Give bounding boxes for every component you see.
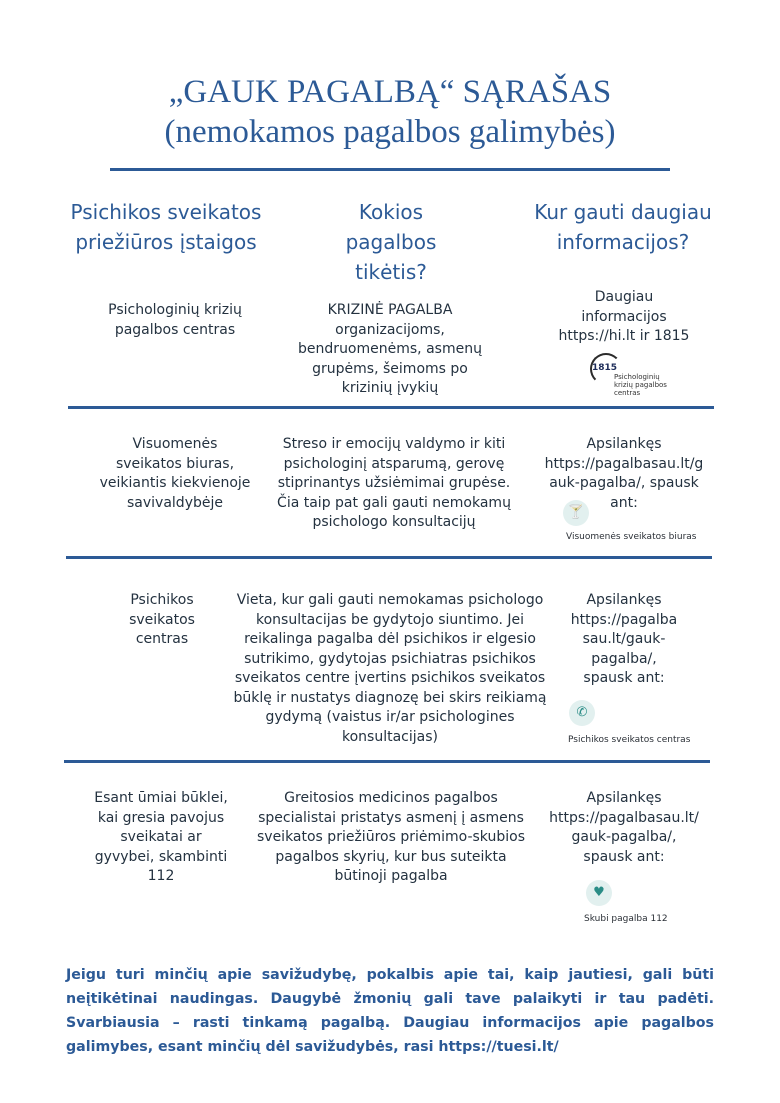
row-4-help — [248, 789, 534, 887]
text-line: Esant ūmiai būklei, — [94, 790, 228, 806]
row-1-info — [540, 288, 708, 347]
text-line: veikiantis kiekvienoje — [99, 475, 251, 491]
document-title — [0, 72, 780, 152]
column-header-line: Kur gauti daugiau — [534, 200, 712, 224]
text-line: stiprinantys užsiėmimai grupėse. — [277, 475, 511, 491]
row-2-info — [530, 435, 718, 513]
link-text[interactable]: https://pagalba — [570, 611, 678, 628]
text-line: savivaldybėje — [127, 494, 223, 511]
column-header-line: Kokios — [358, 200, 424, 224]
title-line-2: (nemokamos pagalbos galimybės) — [164, 114, 616, 150]
text-line: sutrikimo, gydytojas psichiatras psichikos — [244, 650, 536, 667]
title-line-1: „GAUK PAGALBĄ“ SĄRAŠAS — [168, 74, 612, 110]
link-text[interactable]: gauk-pagalba/, — [571, 829, 677, 845]
text-line: sveikatos priežiūros priėmimo-skubios — [256, 829, 525, 845]
text-line: reikalinga pagalba dėl psichikos ir elgesio — [244, 631, 536, 647]
text-line: psichologo konsultacijų — [312, 514, 476, 530]
text-line: Apsilankęs — [586, 790, 662, 806]
emergency-button-label[interactable]: Skubi pagalba 112 — [584, 914, 668, 924]
link-text[interactable]: pagalba/, — [591, 650, 657, 667]
text-line: informacijos — [581, 308, 667, 325]
column-header-line: Psichikos sveikatos — [70, 200, 262, 224]
row-3-info — [556, 591, 692, 689]
link-text[interactable]: sau.lt/gauk- — [582, 631, 666, 647]
text-line: Psichologinių — [614, 373, 660, 381]
text-line: pagalbos centras — [114, 321, 236, 338]
text-line: Daugiau — [594, 289, 654, 305]
text-line: konsultacijas) — [342, 728, 438, 745]
phone-icon[interactable]: ✆ — [569, 700, 595, 726]
health-bureau-button-label[interactable]: Visuomenės sveikatos biuras — [566, 532, 697, 542]
logo-number: 1815 — [592, 363, 618, 373]
text-line: centras — [614, 389, 641, 397]
row-divider — [64, 760, 710, 763]
text-line: konsultacijas be gydytojo siuntimo. Jei — [255, 611, 525, 628]
text-line: gyvybei, skambinti — [94, 848, 228, 865]
text-line: 112 — [147, 868, 175, 884]
text-line: pagalbos skyrių, kur bus suteikta — [275, 848, 507, 865]
text-line: Vieta, kur gali gauti nemokamas psichologo — [236, 592, 544, 608]
link-text[interactable]: https://pagalbasau.lt/ — [549, 809, 699, 826]
text-line: gydymą (vaistus ir/ar psichologines — [265, 709, 515, 725]
text-line: krizinių įvykių — [341, 380, 439, 396]
text-line: krizių pagalbos — [614, 381, 667, 389]
row-4-info — [536, 789, 712, 867]
crisis-center-logo-label — [614, 373, 684, 397]
text-line: grupėms, šeimoms po — [312, 360, 468, 377]
text-line: organizacijoms, — [335, 321, 445, 338]
text-line: Visuomenės — [132, 436, 218, 452]
row-2-help — [262, 435, 526, 533]
text-line: KRIZINĖ PAGALBA — [327, 302, 453, 318]
text-line: būklę ir nustatys diagnozę bei skirs reikiamą — [233, 689, 547, 706]
row-divider — [68, 406, 714, 409]
text-line: Greitosios medicinos pagalbos — [284, 790, 498, 806]
link-text[interactable]: auk-pagalba/, spausk — [549, 475, 699, 491]
row-2-institution — [70, 435, 280, 513]
text-line: Streso ir emocijų valdymo ir kiti — [282, 436, 506, 452]
text-line: sveikatai ar — [120, 829, 202, 845]
text-line: spausk ant: — [583, 670, 665, 686]
column-header-line: tikėtis? — [355, 260, 427, 284]
text-line: Psichikos — [130, 592, 194, 608]
text-line: sveikatos biuras, — [115, 455, 235, 472]
text-line: būtinoji pagalba — [334, 868, 448, 884]
row-1-help — [280, 301, 500, 399]
text-line: Apsilankęs — [586, 592, 662, 608]
column-header-info — [505, 197, 741, 257]
row-3-help — [226, 591, 554, 747]
row-1-institution — [70, 301, 280, 340]
row-divider — [66, 556, 712, 559]
column-header-line: pagalbos — [345, 230, 437, 254]
text-line: Psichologinių krizių — [108, 302, 242, 318]
title-divider — [110, 168, 670, 171]
column-header-line: priežiūros įstaigos — [75, 230, 257, 254]
text-line: psichologinį atsparumą, gerovę — [283, 455, 505, 472]
row-4-institution — [80, 789, 242, 887]
row-3-institution — [100, 591, 224, 650]
heart-pulse-icon[interactable]: ♥ — [586, 880, 612, 906]
column-header-help — [318, 197, 464, 287]
text-line: bendruomenėms, asmenų — [298, 341, 482, 357]
column-header-line: informacijos? — [556, 230, 690, 254]
column-header-institutions — [50, 197, 282, 257]
text-line: specialistai pristatys asmenį į asmens — [258, 809, 524, 826]
link-text[interactable]: https://hi.lt ir 1815 — [558, 328, 690, 344]
text-line: Čia taip pat gali gauti nemokamų — [277, 494, 511, 511]
footer-note: Jeigu turi minčių apie savižudybę, pokalbis apie tai, kaip jautiesi, gali būti neįtikėtinai naudingas. Daugybė žmonių gali tave palaikyti ir tau padėti. Svarbiausia – rasti tinkamą pagalbą. Daugiau informacijos apie pagalbos galimybes, esant minčių dėl savižudybės, rasi https://tuesi.lt/ — [66, 967, 714, 1055]
text-line: ant: — [610, 494, 638, 511]
text-line: spausk ant: — [583, 848, 665, 865]
link-text[interactable]: https://pagalbasau.lt/g — [544, 455, 704, 472]
goblet-icon[interactable]: 🍸 — [563, 500, 589, 526]
text-line: Apsilankęs — [586, 436, 662, 452]
text-line: sveikatos — [129, 611, 195, 628]
text-line: kai gresia pavojus — [97, 809, 225, 826]
text-line: sveikatos centre įvertins psichikos sveikatos — [234, 670, 546, 686]
mental-health-center-button-label[interactable]: Psichikos sveikatos centras — [568, 735, 691, 745]
text-line: centras — [135, 631, 189, 647]
